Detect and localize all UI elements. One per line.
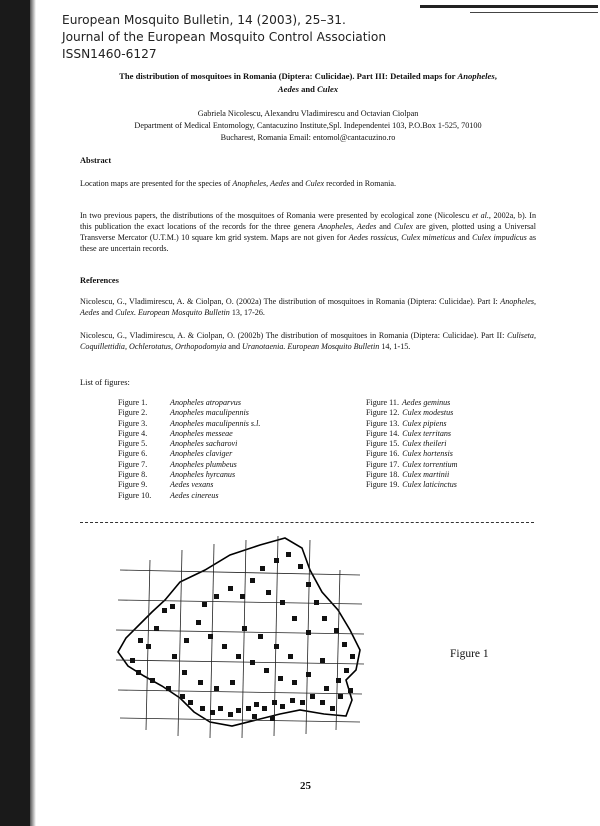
reference-1: Nicolescu, G., Vladimirescu, A. & Ciolpan, O. (2002a) The distribution of mosquitoes in Romania (Diptera: Culicidae). Part I: Anopheles, Aedes and Culex. European Mosquito Bulletin 13, 17-26.: [80, 297, 536, 317]
figure-list-item: Figure 19. Culex laticinctus: [366, 480, 457, 490]
author-names: Gabriela Nicolescu, Alexandru Vladimirescu and Octavian Ciolpan: [197, 109, 419, 118]
figure-list-item: Figure 8. Anopheles hyrcanus: [118, 470, 236, 480]
page-number: 25: [300, 780, 311, 792]
section-divider: [80, 522, 534, 523]
abstract-text: Location maps are presented for the species of Anopheles, Aedes and Culex recorded in Romania.: [80, 179, 397, 188]
figure-list-item: Figure 5. Anopheles sacharovi: [118, 439, 238, 449]
reference-2: Nicolescu, G., Vladimirescu, A. & Ciolpan, O. (2002b) The distribution of mosquitoes in Romania (Diptera: Culicidae). Part II: Culiseta, Coquillettidia, Ochlerotatus, Orthopodomyia and Uranotaenia. European Mosquito Bulletin 14, 1-15.: [80, 331, 536, 351]
scan-edge: [0, 0, 30, 826]
figure-list-item: Figure 3. Anopheles maculipennis s.l.: [118, 418, 261, 428]
figure-list-item: Figure 7. Anopheles plumbeus: [118, 459, 237, 469]
figure-list-right: [366, 398, 458, 491]
figure-list-item: Figure 12. Culex modestus: [366, 408, 454, 418]
figure-list-item: Figure 9. Aedes vexans: [118, 480, 214, 490]
figure-list-item: Figure 15. Culex theileri: [366, 439, 447, 449]
author-address: Bucharest, Romania Email: entomol@cantacuzino.ro: [220, 133, 396, 142]
abstract-heading: Abstract: [80, 156, 112, 165]
references-heading: References: [80, 276, 119, 285]
figure-list-item: Figure 14. Culex territans: [366, 428, 452, 438]
figure-list-item: Figure 18. Culex martinii: [366, 470, 450, 480]
journal-name: Journal of the European Mosquito Control Association: [62, 30, 387, 44]
figure-list-item: Figure 16. Culex hortensis: [366, 449, 453, 459]
journal-issn: ISSN1460-6127: [62, 47, 157, 61]
paper-title: The distribution of mosquitoes in Romania (Diptera: Culicidae). Part III: Detailed maps for Anopheles, Aedes and Culex: [119, 71, 497, 94]
journal-citation: European Mosquito Bulletin, 14 (2003), 25–31.: [62, 13, 346, 27]
figure-list-item: Figure 10. Aedes cinereus: [118, 490, 219, 500]
intro-paragraph: In two previous papers, the distributions of the mosquitoes of Romania were presented by ecological zone (Nicolescu et al., 2002a, b). In this publication the exact locations of the records for the three genera Anopheles, Aedes and Culex are given, plotted using a Universal Transverse Mercator (U.T.M.) 10 square km grid system. Maps are not given for Aedes rossicus, Culex mimeticus and Culex impudicus as these are uncertain records.: [80, 211, 537, 253]
figure-list-item: Figure 11. Aedes geminus: [366, 398, 451, 407]
top-rule-thin: [470, 12, 598, 13]
figure-list-item: Figure 2. Anopheles maculipennis: [118, 408, 249, 418]
journal-header: [62, 12, 422, 63]
figure-list-item: Figure 17. Culex torrentium: [366, 459, 458, 469]
figure-list-item: Figure 13. Culex pipiens: [366, 418, 447, 428]
utm-grid: [116, 536, 364, 738]
author-affiliation: Department of Medical Entomology, Cantacuzino Institute,Spl. Independentei 103, P.O.Box 1-525, 70100: [134, 121, 482, 130]
figure-caption: Figure 1: [450, 648, 489, 660]
figures-heading: List of figures:: [80, 378, 130, 387]
figure-list-left: [118, 398, 260, 501]
top-rule: [420, 5, 598, 8]
scan-edge-fade: [30, 0, 36, 826]
romania-distribution-map: [110, 530, 370, 750]
author-block: [80, 108, 536, 144]
figure-list-item: Figure 4. Anopheles messeae: [118, 428, 233, 438]
figure-list-item: Figure 6. Anopheles claviger: [118, 449, 233, 459]
figure-list-item: Figure 1. Anopheles atroparvus: [118, 398, 241, 407]
